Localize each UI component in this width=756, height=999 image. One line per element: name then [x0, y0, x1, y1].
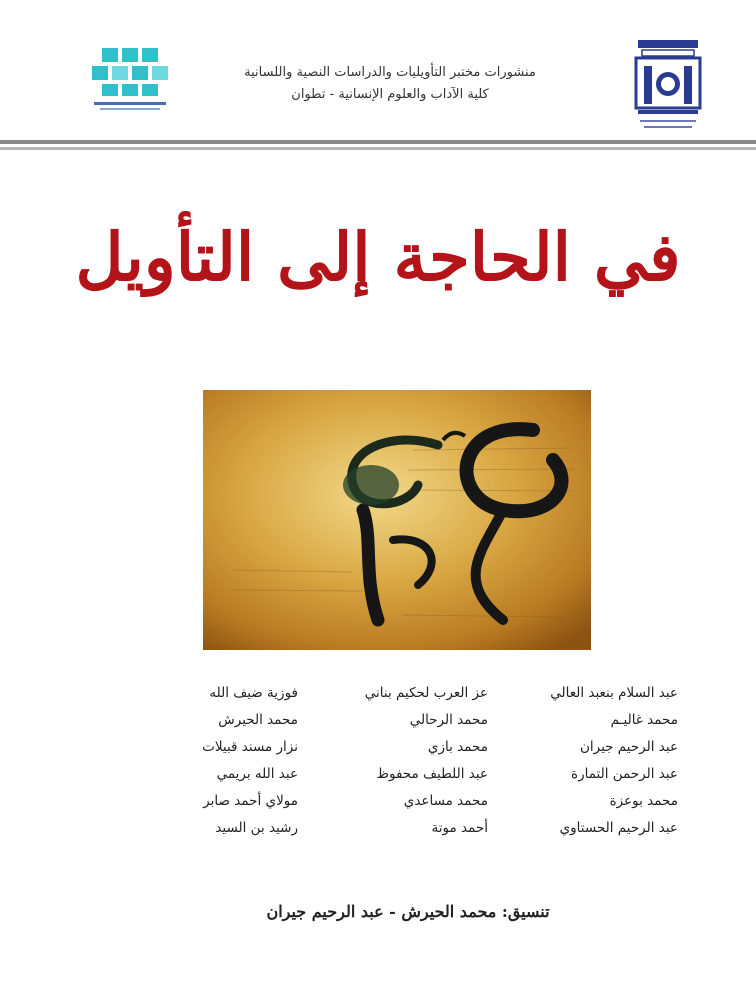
author-name: عبد اللطيف محفوظ: [376, 766, 488, 782]
publisher-line-1: منشورات مختبر التأويليات والدراسات النصية واللسانية: [244, 65, 536, 80]
header-rule: [0, 140, 756, 144]
calligraphy-artwork: [203, 390, 591, 650]
editors-line: تنسيق: محمد الحيرش - عبد الرحيم جيران: [266, 902, 550, 921]
authors-list: [118, 682, 678, 839]
author-name: محمد بوعزة: [609, 793, 678, 809]
author-name: محمد غاليـم: [610, 712, 678, 728]
author-name: عبد الرحمن التمارة: [571, 766, 678, 782]
author-name: فوزية ضيف الله: [209, 685, 298, 701]
book-title: في الحاجة إلى التأويل: [75, 218, 681, 296]
author-name: رشيد بن السيد: [215, 820, 298, 836]
author-name: محمد بازي: [427, 739, 488, 755]
books-logo-icon: [88, 44, 172, 116]
author-name: محمد الحيرش: [218, 712, 298, 728]
author-name: عبد الله بريمي: [216, 766, 298, 782]
author-name: عبد الرحيم الحستاوي: [559, 820, 678, 836]
header-rule-thin: [0, 147, 756, 150]
author-name: عز العرب لحكيم بناني: [364, 685, 488, 701]
author-name: نزار مسند قبيلات: [202, 739, 298, 755]
author-name: عبد السلام بنعبد العالي: [550, 685, 678, 701]
publisher-line-2: كلية الآداب والعلوم الإنسانية - تطوان: [291, 87, 489, 102]
author-name: عبد الرحيم جيران: [579, 739, 678, 755]
university-emblem-icon: [632, 38, 704, 134]
author-name: أحمد موتة: [431, 820, 488, 836]
publisher-block: [200, 62, 580, 106]
author-name: مولاي أحمد صابر: [203, 793, 298, 809]
author-name: محمد الرحالي: [409, 712, 488, 728]
author-name: محمد مساعدي: [403, 793, 488, 809]
